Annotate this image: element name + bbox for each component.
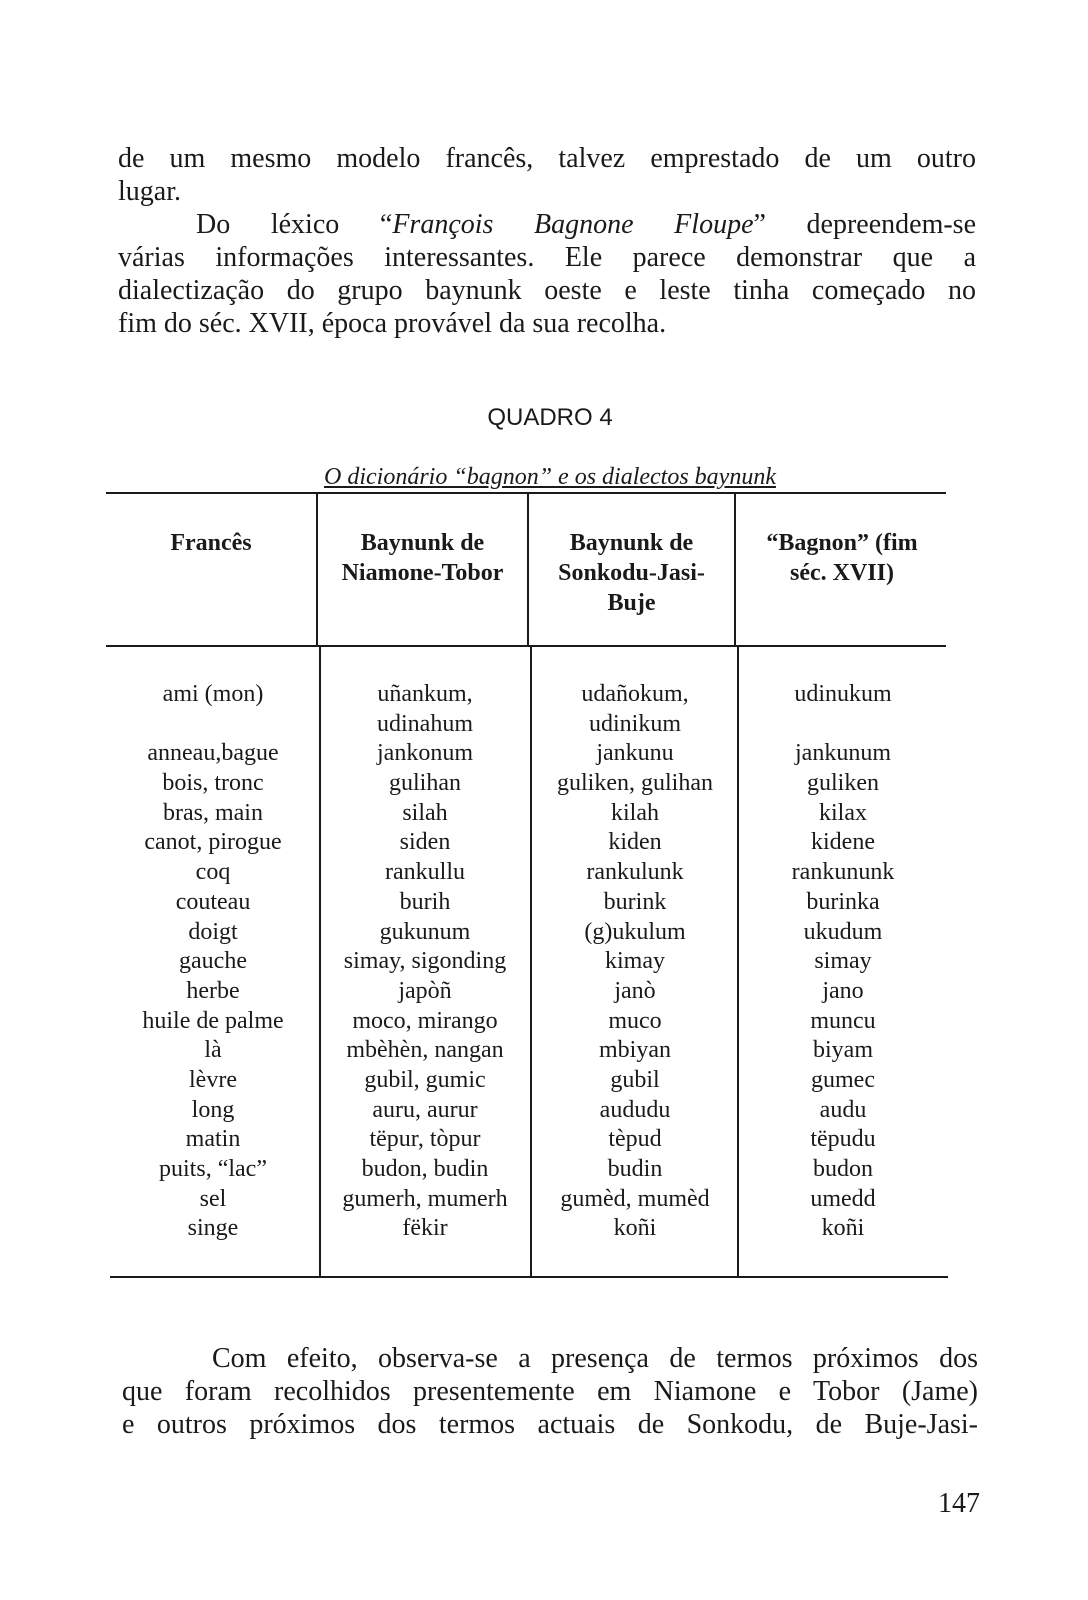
table-cell: canot, pirogue (144, 829, 282, 856)
table-cell: guliken, gulihan (557, 770, 713, 797)
table-cell: burink (603, 888, 667, 915)
table-cell: huile de palme (142, 1007, 284, 1034)
table-cell: tëpur, tòpur (369, 1126, 481, 1153)
table-header-rule (106, 645, 946, 647)
table-cell: gumec (811, 1066, 875, 1093)
column-header-bagnon (736, 528, 948, 588)
table-cell: gukunum (379, 918, 471, 945)
table-cell: udañokum, (581, 681, 689, 707)
table-cell: simay, sigonding (343, 948, 507, 975)
table-cell: koñi (821, 1215, 865, 1242)
table-cell: ukudum (803, 918, 883, 945)
table-cell: kimay (605, 948, 665, 975)
table-cell: biyam (813, 1037, 873, 1064)
table-cell: matin (185, 1126, 241, 1153)
column-header-niamone-tobor (318, 528, 527, 588)
table-cell: ami (mon) (162, 681, 264, 707)
table-cell: tèpud (608, 1126, 662, 1153)
header-line: Niamone-Tobor (341, 560, 504, 586)
text-line: fim do séc. XVII, época provável da sua recolha. (118, 308, 667, 339)
table-bottom-rule (110, 1276, 948, 1278)
table-cell (106, 710, 320, 740)
table-cell: fëkir (402, 1215, 448, 1242)
table-cell: japòñ (398, 977, 452, 1004)
table-cell: muncu (810, 1007, 876, 1034)
table-cell: guliken (807, 770, 879, 797)
table-title: QUADRO 4 (487, 404, 613, 431)
text-line: várias informações interessantes. Ele parece demonstrar que a (118, 242, 976, 273)
table-cell: rankulunk (586, 859, 684, 886)
table-cell: aududu (599, 1096, 671, 1123)
table-cell: burinka (806, 888, 880, 915)
table-cell: udinukum (794, 681, 892, 707)
page-number: 147 (938, 1488, 980, 1519)
text-line: que foram recolhidos presentemente em Niamone e Tobor (Jame) (122, 1376, 978, 1407)
column-header-frances (106, 528, 316, 558)
table-cell: audu (819, 1096, 867, 1123)
header-line: Sonkodu-Jasi- (558, 560, 705, 586)
table-cell: muco (608, 1007, 662, 1034)
table-cell: mbiyan (599, 1037, 671, 1064)
header-line: “Bagnon” (fim (766, 530, 918, 556)
column-header-sonkodu-jasi-buje (529, 528, 734, 618)
header-line: Baynunk de (569, 530, 694, 556)
table-cell: long (191, 1096, 235, 1123)
text-fragment: Do léxico “ (196, 209, 393, 240)
table-cell: doigt (188, 918, 238, 945)
text-line: Com efeito, observa-se a presença de termos próximos dos (212, 1343, 978, 1374)
table-cell: kidene (811, 829, 875, 856)
table-cell: umedd (810, 1185, 876, 1212)
text-fragment: ” depreendem-se (753, 209, 977, 240)
lexicon-title: François Bagnone Floupe (392, 209, 754, 240)
table-cell: là (204, 1037, 222, 1064)
table-cell: simay (814, 948, 872, 975)
text-line: e outros próximos dos termos actuais de Sonkodu, de Buje-Jasi- (122, 1409, 978, 1440)
table-cell: budon, budin (361, 1156, 489, 1182)
text-line: lugar. (118, 176, 181, 207)
table-cell: sel (199, 1185, 227, 1212)
table-cell: rankullu (385, 859, 465, 886)
table-cell: tëpudu (810, 1126, 876, 1153)
table-cell: couteau (175, 888, 251, 915)
paragraph-intro (118, 142, 976, 340)
table-cell: bois, tronc (162, 770, 264, 797)
table-cell: jankonum (377, 740, 473, 767)
table-cell: silah (402, 799, 448, 826)
table-cell: budin (607, 1156, 663, 1182)
header-line: Buje (607, 590, 656, 616)
table-cell: moco, mirango (352, 1007, 498, 1034)
column-bagnon (738, 680, 948, 1244)
table-cell: (g)ukulum (584, 918, 686, 945)
table-cell: budon (813, 1156, 873, 1182)
table-subtitle: O dicionário “bagnon” e os dialectos baynunk (324, 464, 776, 490)
table-cell: gubil (610, 1066, 660, 1093)
table-cell: udinahum (377, 710, 473, 737)
table-cell: jano (822, 977, 864, 1004)
table-cell: jankunum (795, 740, 891, 767)
table-cell: gubil, gumic (364, 1066, 486, 1093)
table-cell (738, 710, 948, 740)
table-cell: herbe (186, 977, 240, 1004)
text-line (118, 208, 976, 241)
table-cell: siden (399, 829, 451, 856)
table-cell: janò (614, 977, 656, 1004)
table-cell: gauche (179, 948, 247, 975)
column-niamone-tobor (320, 680, 530, 1244)
header-line: Baynunk de (360, 530, 485, 556)
table-cell: coq (195, 859, 231, 886)
column-frances (106, 680, 320, 1244)
table-cell: jankunu (596, 740, 674, 767)
table-cell: lèvre (189, 1066, 237, 1093)
table-top-rule (106, 492, 946, 494)
header-line: Francês (170, 530, 252, 556)
table-cell: koñi (613, 1215, 657, 1242)
table-cell: puits, “lac” (159, 1156, 267, 1182)
table-cell: kiden (608, 829, 662, 856)
table-cell: bras, main (163, 799, 263, 826)
table-cell: singe (187, 1215, 239, 1242)
table-cell: gulihan (389, 770, 461, 797)
table-cell: anneau,bague (147, 740, 279, 767)
text-line: dialectização do grupo baynunk oeste e leste tinha começado no (118, 275, 976, 306)
table-cell: rankununk (791, 859, 895, 886)
table-cell: kilah (611, 799, 659, 826)
table-cell: gumerh, mumerh (342, 1185, 508, 1212)
table-cell: kilax (819, 799, 867, 826)
table-cell: auru, aurur (372, 1096, 478, 1123)
paragraph-conclusion (122, 1342, 978, 1441)
table-cell: burih (399, 888, 451, 915)
table-cell: gumèd, mumèd (560, 1185, 710, 1212)
header-line: séc. XVII) (790, 560, 894, 586)
table-cell: uñankum, (377, 681, 473, 707)
table-cell: mbèhèn, nangan (346, 1037, 504, 1064)
column-sonkodu-jasi-buje (532, 680, 738, 1244)
text-line: de um mesmo modelo francês, talvez emprestado de um outro (118, 143, 976, 174)
table-cell: udinikum (588, 710, 681, 737)
